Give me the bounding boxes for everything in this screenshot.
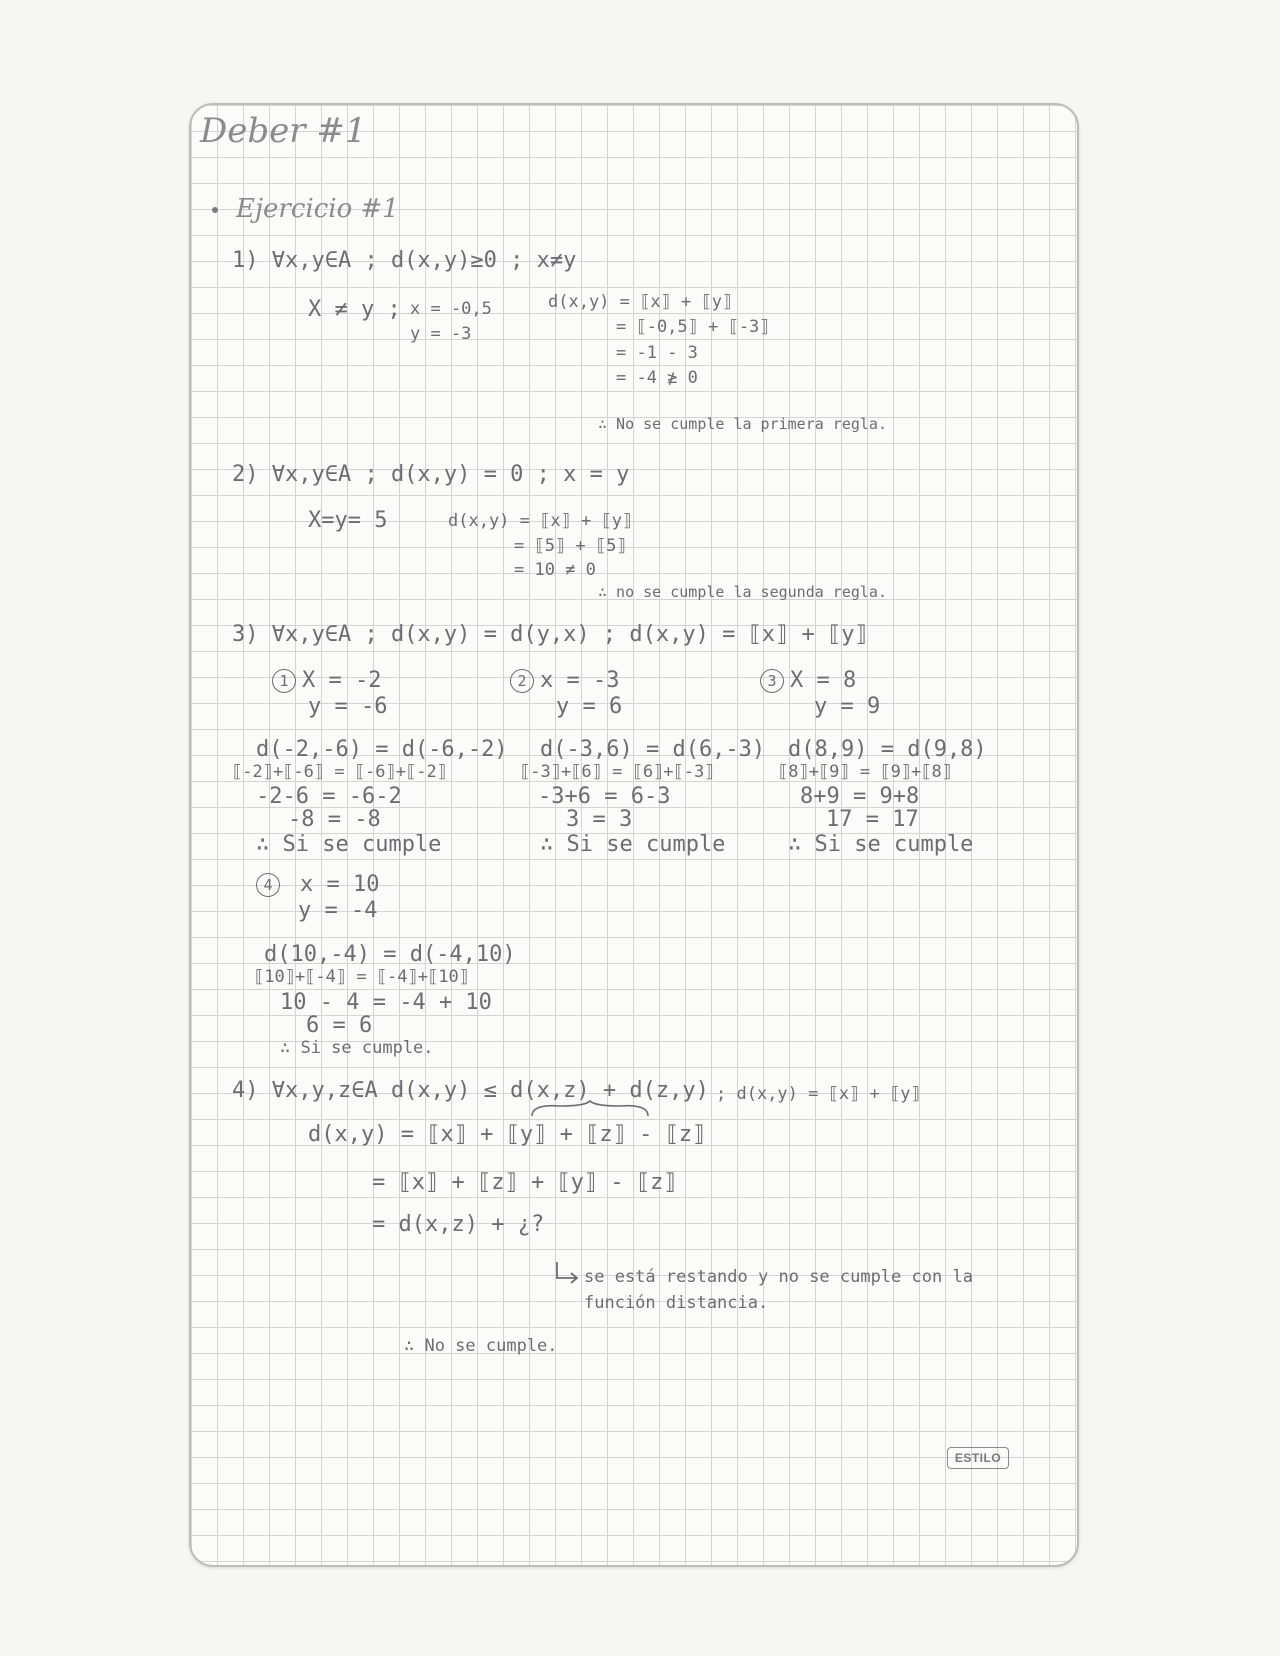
q4-note-line-2: función distancia.: [584, 1293, 769, 1313]
q2-line-2: = ⟦5⟧ + ⟦5⟧: [514, 536, 627, 556]
q3-case1-line-2: ⟦-2⟧+⟦-6⟧ = ⟦-6⟧+⟦-2⟧: [232, 762, 447, 782]
q3-case4-x: 4 x = 10: [256, 872, 379, 897]
q3-case1-line-1: d(-2,-6) = d(-6,-2): [256, 737, 508, 762]
brace-icon: [530, 1100, 650, 1118]
q3-case1-y: y = -6: [308, 694, 388, 719]
q3-case1-conclusion: ∴ Si se cumple: [256, 832, 442, 857]
q3-case3-y: y = 9: [814, 694, 881, 719]
q4-note-line-1: se está restando y no se cumple con la: [584, 1267, 973, 1287]
q4-line-3: = d(x,z) + ¿?: [372, 1212, 545, 1237]
q1-x-value: x = -0,5: [410, 299, 492, 319]
case-number-badge: 4: [256, 873, 280, 897]
q3-case1-x: 1 X = -2: [272, 668, 381, 693]
exercise-heading: Ejercicio #1: [236, 194, 399, 224]
q4-conclusion: ∴ No se cumple.: [404, 1336, 558, 1356]
q2-line-1: d(x,y) = ⟦x⟧ + ⟦y⟧: [448, 511, 633, 531]
q1-y-value: y = -3: [410, 324, 472, 344]
q1-condition: X ≠ y ;: [308, 297, 401, 322]
q2-statement: 2) ∀x,y∈A ; d(x,y) = 0 ; x = y: [232, 462, 630, 487]
estilo-logo: ESTILO: [947, 1447, 1009, 1469]
q3-case2-line-1: d(-3,6) = d(6,-3): [540, 737, 766, 762]
q2-line-3: = 10 ≠ 0: [514, 560, 596, 580]
q3-case2-x: 2 x = -3: [510, 668, 619, 693]
q3-case3-line-1: d(8,9) = d(9,8): [788, 737, 987, 762]
q3-case4-line-2: ⟦10⟧+⟦-4⟧ = ⟦-4⟧+⟦10⟧: [254, 967, 469, 987]
q1-line-1: d(x,y) = ⟦x⟧ + ⟦y⟧: [548, 292, 733, 312]
q3-case4-conclusion: ∴ Si se cumple.: [280, 1038, 434, 1058]
q3-case2-conclusion: ∴ Si se cumple: [540, 832, 726, 857]
q2-condition: X=y= 5: [308, 508, 388, 533]
q1-line-3: = -1 - 3: [616, 343, 698, 363]
q3-case2-line-4: 3 = 3: [566, 807, 633, 832]
q3-case3-line-3: 8+9 = 9+8: [800, 784, 920, 809]
q4-definition: ; d(x,y) = ⟦x⟧ + ⟦y⟧: [716, 1084, 921, 1104]
q4-statement: 4) ∀x,y,z∈A d(x,y) ≤ d(x,z) + d(z,y): [232, 1078, 709, 1103]
q3-case3-x: 3 X = 8: [760, 668, 856, 693]
q4-line-2: = ⟦x⟧ + ⟦z⟧ + ⟦y⟧ - ⟦z⟧: [372, 1170, 677, 1195]
q3-case3-line-4: 17 = 17: [826, 807, 919, 832]
q3-case1-line-3: -2-6 = -6-2: [256, 784, 402, 809]
q3-case4-line-4: 6 = 6: [306, 1013, 373, 1038]
q3-case4-line-1: d(10,-4) = d(-4,10): [264, 942, 516, 967]
q3-case2-line-2: ⟦-3⟧+⟦6⟧ = ⟦6⟧+⟦-3⟧: [520, 762, 715, 782]
q3-case3-line-2: ⟦8⟧+⟦9⟧ = ⟦9⟧+⟦8⟧: [778, 762, 952, 782]
q3-case2-line-3: -3+6 = 6-3: [538, 784, 671, 809]
q3-case3-conclusion: ∴ Si se cumple: [788, 832, 974, 857]
q3-statement: 3) ∀x,y∈A ; d(x,y) = d(y,x) ; d(x,y) = ⟦x⟧ + ⟦y⟧: [232, 622, 868, 647]
q1-line-4: = -4 ≱ 0: [616, 368, 698, 388]
q1-line-2: = ⟦-0,5⟧ + ⟦-3⟧: [616, 317, 770, 337]
q4-line-1: d(x,y) = ⟦x⟧ + ⟦y⟧ + ⟦z⟧ - ⟦z⟧: [308, 1122, 706, 1147]
case-number-badge: 3: [760, 669, 784, 693]
q2-conclusion: ∴ no se cumple la segunda regla.: [598, 583, 887, 601]
q3-case2-y: y = 6: [556, 694, 623, 719]
q1-conclusion: ∴ No se cumple la primera regla.: [598, 415, 887, 433]
case-number-badge: 1: [272, 669, 296, 693]
bullet-dot: [212, 207, 218, 213]
page-title: Deber #1: [200, 111, 367, 151]
q3-case1-line-4: -8 = -8: [288, 807, 381, 832]
arrow-right-icon: [553, 1260, 581, 1286]
q3-case4-y: y = -4: [298, 898, 378, 923]
q3-case4-line-3: 10 - 4 = -4 + 10: [280, 990, 492, 1015]
case-number-badge: 2: [510, 669, 534, 693]
q1-statement: 1) ∀x,y∈A ; d(x,y)≥0 ; x≠y: [232, 248, 577, 273]
